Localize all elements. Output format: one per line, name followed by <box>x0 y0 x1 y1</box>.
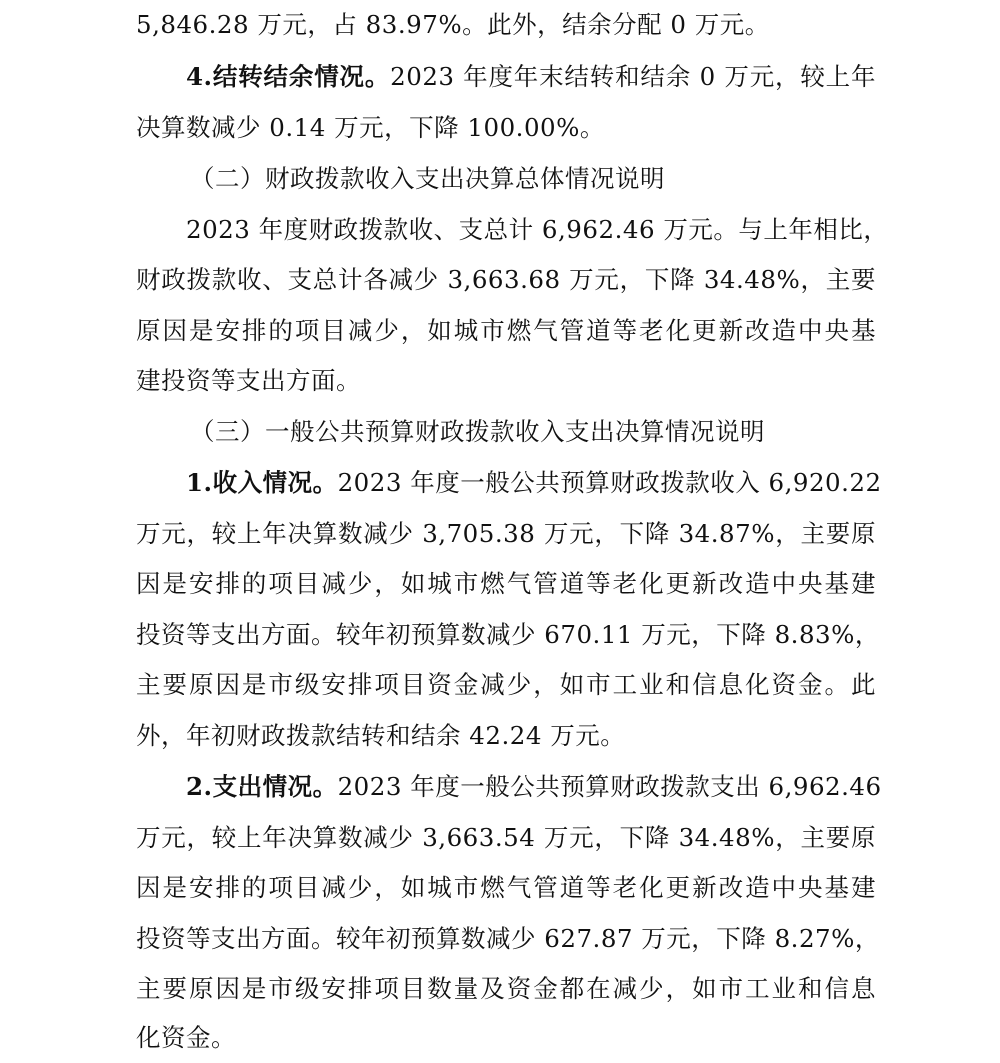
line-text: 2023 年度财政拨款收、支总计 6,962.46 万元。与上年相比， <box>186 215 889 244</box>
text-line <box>136 964 876 1014</box>
section-heading <box>190 154 930 204</box>
text-line <box>136 306 876 356</box>
text-line <box>136 559 876 609</box>
bold-lead-text: 1.收入情况。 <box>186 468 338 497</box>
paragraph-lead-line <box>186 458 882 508</box>
line-text: 原因是安排的项目减少，如城市燃气管道等老化更新改造中央基 <box>136 316 876 345</box>
section-heading <box>190 407 930 457</box>
line-text: 2023 年度年末结转和结余 0 万元，较上年 <box>390 62 876 91</box>
text-line <box>136 914 880 964</box>
line-text: 外，年初财政拨款结转和结余 42.24 万元。 <box>136 721 626 750</box>
line-text: 5,846.28 万元，占 83.97%。此外，结余分配 0 万元。 <box>136 10 770 39</box>
text-line <box>136 711 876 761</box>
line-text: 2023 年度一般公共预算财政拨款收入 6,920.22 <box>337 468 882 497</box>
text-line <box>136 660 876 710</box>
text-line <box>136 813 876 863</box>
line-text: 因是安排的项目减少，如城市燃气管道等老化更新改造中央基建 <box>136 873 876 902</box>
line-text: 投资等支出方面。较年初预算数减少 670.11 万元，下降 8.83%， <box>136 620 880 649</box>
paragraph-lead-line <box>186 52 876 102</box>
text-line <box>136 255 876 305</box>
line-text: 建投资等支出方面。 <box>136 366 361 395</box>
bold-lead-text: 2.支出情况。 <box>186 772 338 801</box>
line-text: 2023 年度一般公共预算财政拨款支出 6,962.46 <box>337 772 882 801</box>
line-text: 万元，较上年决算数减少 3,705.38 万元，下降 34.87%，主要原 <box>136 519 876 548</box>
text-line <box>136 863 876 913</box>
paragraph-first-line <box>186 205 889 255</box>
line-text: 投资等支出方面。较年初预算数减少 627.87 万元，下降 8.27%， <box>136 924 880 953</box>
paragraph-lead-line <box>186 762 882 812</box>
text-line <box>136 103 876 153</box>
line-text: 因是安排的项目减少，如城市燃气管道等老化更新改造中央基建 <box>136 569 876 598</box>
line-text: 主要原因是市级安排项目资金减少，如市工业和信息化资金。此 <box>136 670 876 699</box>
section-heading-text: （二）财政拨款收入支出决算总体情况说明 <box>190 164 665 193</box>
bold-lead-text: 4.结转结余情况。 <box>186 62 391 91</box>
text-line <box>136 356 876 406</box>
line-text: 化资金。 <box>136 1023 236 1052</box>
line-text: 决算数减少 0.14 万元，下降 100.00%。 <box>136 113 605 142</box>
section-heading-text: （三）一般公共预算财政拨款收入支出决算情况说明 <box>190 417 765 446</box>
text-line <box>136 610 880 660</box>
line-text: 财政拨款收、支总计各减少 3,663.68 万元，下降 34.48%，主要 <box>136 265 876 294</box>
text-line <box>136 0 876 50</box>
line-text: 万元，较上年决算数减少 3,663.54 万元，下降 34.48%，主要原 <box>136 823 876 852</box>
text-line <box>136 1013 876 1063</box>
text-line <box>136 509 876 559</box>
line-text: 主要原因是市级安排项目数量及资金都在减少，如市工业和信息 <box>136 974 876 1003</box>
